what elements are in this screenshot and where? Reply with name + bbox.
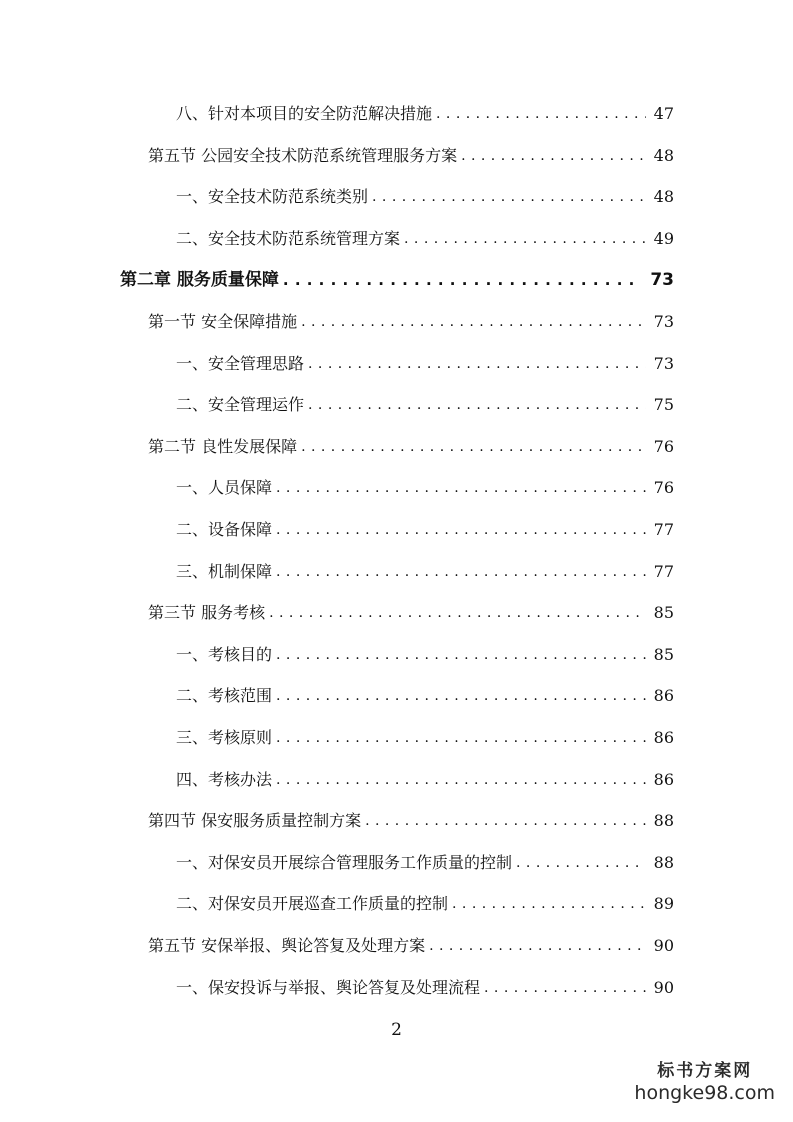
toc-entry-section[interactable]	[148, 595, 674, 623]
toc-entry-item[interactable]	[176, 720, 674, 748]
toc-dot-leader	[276, 562, 646, 582]
toc-entry-label: 三、考核原则	[176, 728, 273, 747]
toc-entry-label: 二、设备保障	[176, 520, 273, 539]
toc-dot-leader	[276, 645, 646, 665]
toc-dot-leader	[372, 187, 646, 207]
watermark-logo	[634, 1060, 775, 1104]
toc-dot-leader	[276, 478, 646, 498]
toc-entry-label: 第二章 服务质量保障	[120, 270, 279, 291]
toc-entry-label: 第二节 良性发展保障	[148, 436, 298, 456]
toc-dot-leader	[283, 270, 642, 290]
toc-entry-page-number: 88	[653, 852, 674, 872]
toc-entry-page-number: 86	[653, 686, 674, 706]
toc-dot-leader	[404, 229, 646, 249]
toc-dot-leader	[516, 853, 646, 873]
toc-dot-leader	[365, 811, 646, 831]
toc-entry-label: 二、安全技术防范系统管理方案	[176, 228, 401, 248]
toc-entry-label: 一、对保安员开展综合管理服务工作质量的控制	[176, 852, 513, 872]
watermark-text-en: hongke98.com	[634, 1082, 775, 1104]
toc-entry-section[interactable]	[148, 138, 674, 166]
toc-dot-leader	[308, 354, 646, 374]
toc-entry-page-number: 89	[653, 894, 674, 914]
toc-entry-label: 一、考核目的	[176, 644, 273, 664]
toc-entry-item[interactable]	[176, 886, 674, 914]
toc-entry-page-number: 73	[650, 270, 674, 291]
toc-entry-item[interactable]	[176, 512, 674, 540]
toc-entry-section[interactable]	[148, 803, 674, 831]
toc-entry-label: 一、保安投诉与举报、舆论答复及处理流程	[176, 977, 481, 997]
toc-dot-leader	[276, 520, 646, 540]
toc-entry-item[interactable]	[176, 845, 674, 873]
toc-entry-label: 第一节 安全保障措施	[148, 312, 298, 331]
toc-entry-page-number: 47	[653, 104, 674, 123]
toc-entry-chapter[interactable]	[120, 262, 674, 290]
toc-entry-section[interactable]	[148, 304, 674, 332]
toc-entry-item[interactable]	[176, 678, 674, 706]
page-number: 2	[391, 1020, 402, 1040]
toc-entry-item[interactable]	[176, 470, 674, 498]
toc-dot-leader	[308, 395, 646, 415]
toc-dot-leader	[276, 686, 646, 706]
toc-entry-label: 第五节 安保举报、舆论答复及处理方案	[148, 936, 426, 955]
toc-entry-page-number: 85	[653, 603, 674, 623]
toc-entry-label: 八、针对本项目的安全防范解决措施	[176, 104, 433, 123]
toc-entry-page-number: 90	[653, 977, 674, 997]
toc-entry-page-number: 73	[653, 353, 674, 373]
toc-dot-leader	[436, 104, 646, 124]
toc-entry-page-number: 88	[653, 811, 674, 831]
toc-entry-item[interactable]	[176, 762, 674, 790]
toc-entry-page-number: 73	[653, 312, 674, 331]
toc-dot-leader	[484, 978, 646, 998]
toc-entry-page-number: 86	[653, 769, 674, 789]
toc-entry-label: 第五节 公园安全技术防范系统管理服务方案	[148, 145, 458, 165]
toc-entry-page-number: 48	[653, 145, 674, 165]
toc-entry-page-number: 90	[653, 936, 674, 955]
toc-entry-page-number: 77	[653, 561, 674, 581]
toc-entry-label: 一、安全技术防范系统类别	[176, 187, 369, 207]
toc-dot-leader	[276, 770, 646, 790]
toc-entry-label: 一、人员保障	[176, 478, 273, 498]
toc-entry-label: 二、安全管理运作	[176, 395, 305, 415]
toc-entry-label: 第三节 服务考核	[148, 603, 266, 623]
toc-entry-page-number: 76	[653, 436, 674, 456]
toc-entry-page-number: 75	[653, 395, 674, 415]
toc-entry-item[interactable]	[176, 970, 674, 998]
toc-entry-label: 三、机制保障	[176, 561, 273, 581]
toc-entry-page-number: 76	[653, 478, 674, 498]
toc-dot-leader	[276, 728, 646, 748]
toc-entry-item[interactable]	[176, 387, 674, 415]
toc-entry-label: 二、对保安员开展巡查工作质量的控制	[176, 894, 449, 914]
toc-dot-leader	[452, 894, 646, 914]
toc-entry-section[interactable]	[148, 429, 674, 457]
toc-entry-item[interactable]	[176, 179, 674, 207]
toc-entry-item[interactable]	[176, 346, 674, 374]
toc-entry-section[interactable]	[148, 928, 674, 956]
toc-dot-leader	[429, 936, 646, 956]
toc-entry-page-number: 85	[653, 644, 674, 664]
toc-entry-page-number: 49	[653, 228, 674, 248]
toc-dot-leader	[269, 603, 646, 623]
watermark-text-cn: 标书方案网	[657, 1061, 753, 1081]
toc-entry-label: 一、安全管理思路	[176, 353, 305, 373]
toc-entry-item[interactable]	[176, 96, 674, 124]
toc-entry-item[interactable]	[176, 637, 674, 665]
toc-dot-leader	[301, 437, 646, 457]
toc-entry-label: 第四节 保安服务质量控制方案	[148, 811, 362, 831]
toc-entry-label: 二、考核范围	[176, 686, 273, 706]
toc-dot-leader	[301, 312, 646, 332]
toc-entry-page-number: 86	[653, 728, 674, 747]
toc-entry-label: 四、考核办法	[176, 769, 273, 789]
toc-entry-page-number: 77	[653, 520, 674, 539]
toc-dot-leader	[461, 146, 646, 166]
toc-entry-item[interactable]	[176, 554, 674, 582]
toc-entry-page-number: 48	[653, 187, 674, 207]
toc-entry-item[interactable]	[176, 221, 674, 249]
